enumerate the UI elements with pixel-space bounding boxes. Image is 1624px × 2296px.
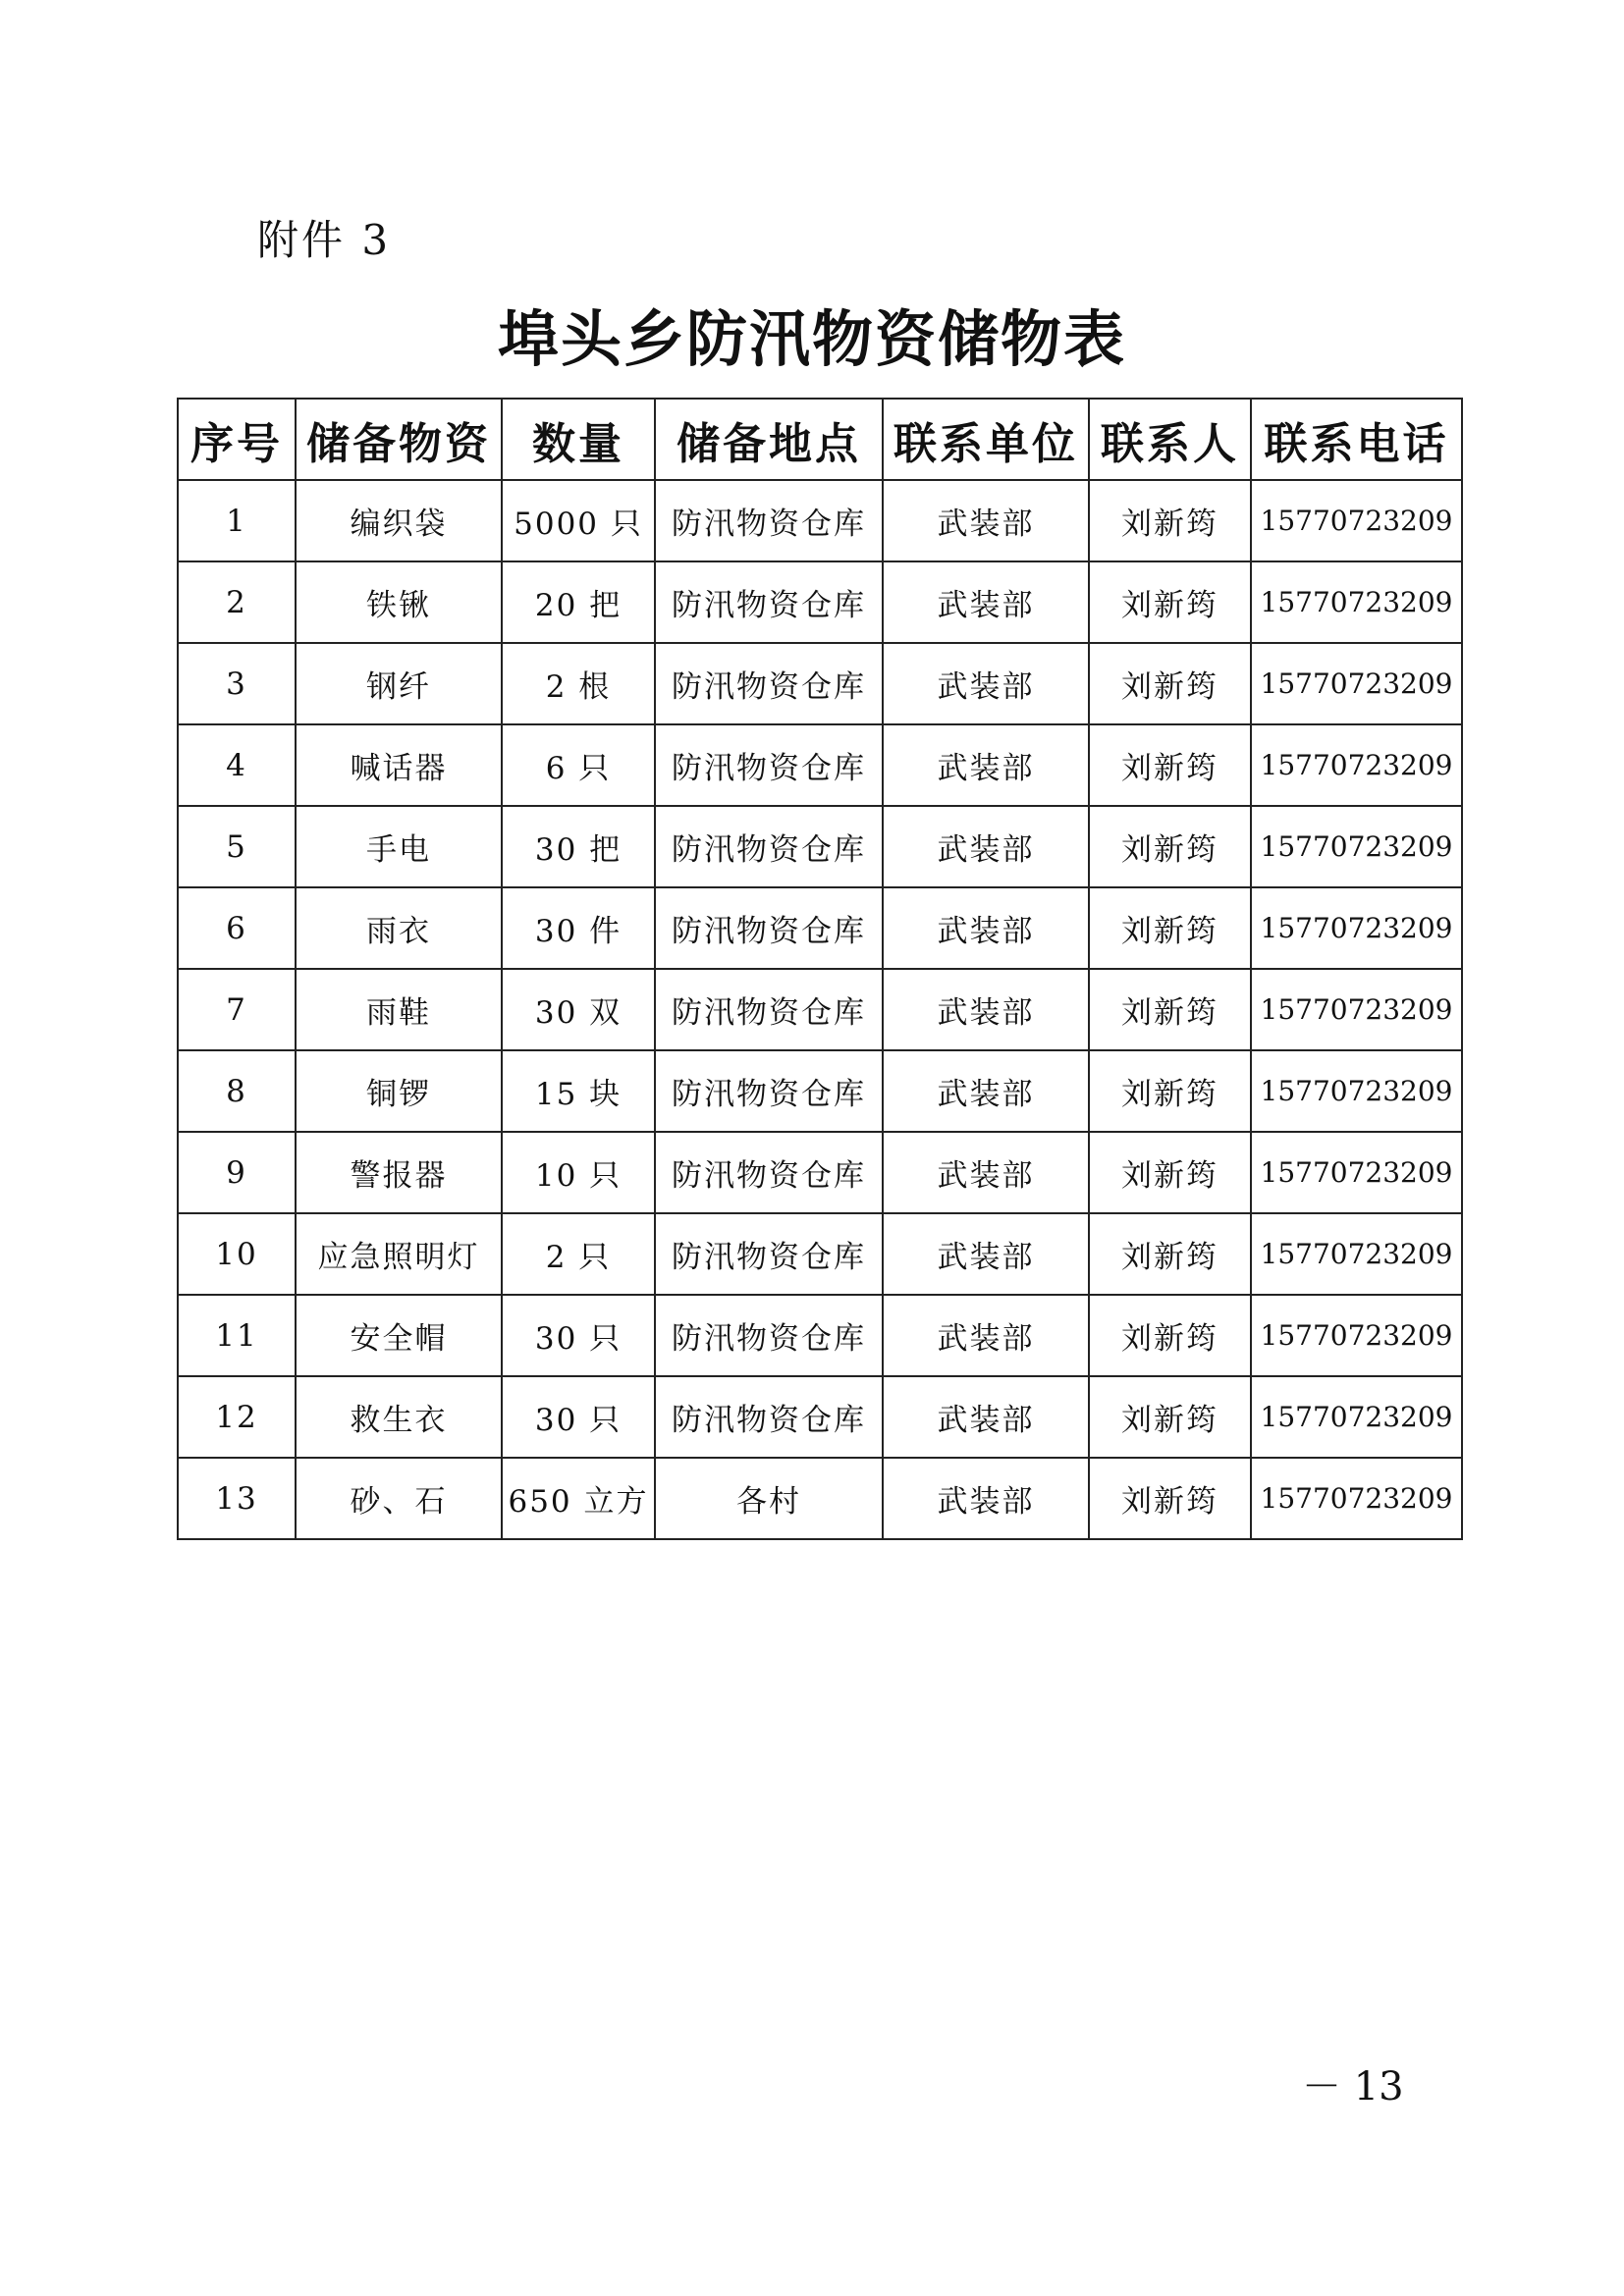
- flood-supplies-table: [177, 398, 1463, 1540]
- cell-index: 2: [178, 561, 296, 643]
- table-row: [178, 1132, 1462, 1213]
- header-index: 序号: [178, 399, 296, 480]
- cell-item: 手电: [296, 806, 502, 887]
- table-row: [178, 1458, 1462, 1539]
- cell-location: 防汛物资仓库: [655, 969, 883, 1050]
- cell-location: 防汛物资仓库: [655, 561, 883, 643]
- cell-index: 4: [178, 724, 296, 806]
- cell-location: 防汛物资仓库: [655, 887, 883, 969]
- header-location: 储备地点: [655, 399, 883, 480]
- table-row: [178, 1376, 1462, 1458]
- cell-phone: 15770723209: [1251, 969, 1462, 1050]
- cell-unit: 武装部: [883, 480, 1089, 561]
- cell-item: 雨鞋: [296, 969, 502, 1050]
- cell-location: 防汛物资仓库: [655, 1376, 883, 1458]
- cell-location: 各村: [655, 1458, 883, 1539]
- cell-unit: 武装部: [883, 724, 1089, 806]
- table-row: [178, 969, 1462, 1050]
- cell-item: 安全帽: [296, 1295, 502, 1376]
- cell-contact: 刘新筠: [1089, 480, 1251, 561]
- cell-quantity: 15 块: [502, 1050, 655, 1132]
- cell-location: 防汛物资仓库: [655, 643, 883, 724]
- header-item: 储备物资: [296, 399, 502, 480]
- cell-index: 7: [178, 969, 296, 1050]
- table-row: [178, 1050, 1462, 1132]
- cell-phone: 15770723209: [1251, 724, 1462, 806]
- cell-contact: 刘新筠: [1089, 1213, 1251, 1295]
- cell-quantity: 30 只: [502, 1295, 655, 1376]
- cell-quantity: 10 只: [502, 1132, 655, 1213]
- cell-location: 防汛物资仓库: [655, 1213, 883, 1295]
- cell-quantity: 5000 只: [502, 480, 655, 561]
- table-row: [178, 806, 1462, 887]
- cell-phone: 15770723209: [1251, 1213, 1462, 1295]
- cell-unit: 武装部: [883, 806, 1089, 887]
- cell-unit: 武装部: [883, 561, 1089, 643]
- cell-phone: 15770723209: [1251, 480, 1462, 561]
- cell-phone: 15770723209: [1251, 1376, 1462, 1458]
- table-body: [178, 480, 1462, 1539]
- table-row: [178, 724, 1462, 806]
- cell-unit: 武装部: [883, 1213, 1089, 1295]
- cell-contact: 刘新筠: [1089, 561, 1251, 643]
- table-row: [178, 480, 1462, 561]
- cell-contact: 刘新筠: [1089, 969, 1251, 1050]
- table-row: [178, 561, 1462, 643]
- cell-quantity: 6 只: [502, 724, 655, 806]
- cell-quantity: 650 立方: [502, 1458, 655, 1539]
- cell-item: 铜锣: [296, 1050, 502, 1132]
- cell-unit: 武装部: [883, 1295, 1089, 1376]
- cell-location: 防汛物资仓库: [655, 724, 883, 806]
- cell-unit: 武装部: [883, 1050, 1089, 1132]
- cell-index: 6: [178, 887, 296, 969]
- cell-item: 喊话器: [296, 724, 502, 806]
- cell-unit: 武装部: [883, 969, 1089, 1050]
- cell-phone: 15770723209: [1251, 806, 1462, 887]
- cell-item: 铁锹: [296, 561, 502, 643]
- cell-contact: 刘新筠: [1089, 887, 1251, 969]
- cell-item: 雨衣: [296, 887, 502, 969]
- table-row: [178, 643, 1462, 724]
- cell-unit: 武装部: [883, 887, 1089, 969]
- cell-item: 钢纤: [296, 643, 502, 724]
- table-row: [178, 1295, 1462, 1376]
- cell-index: 11: [178, 1295, 296, 1376]
- cell-item: 救生衣: [296, 1376, 502, 1458]
- cell-unit: 武装部: [883, 643, 1089, 724]
- cell-phone: 15770723209: [1251, 887, 1462, 969]
- cell-quantity: 30 件: [502, 887, 655, 969]
- header-unit: 联系单位: [883, 399, 1089, 480]
- cell-location: 防汛物资仓库: [655, 806, 883, 887]
- header-phone: 联系电话: [1251, 399, 1462, 480]
- cell-unit: 武装部: [883, 1132, 1089, 1213]
- cell-contact: 刘新筠: [1089, 1458, 1251, 1539]
- cell-phone: 15770723209: [1251, 1050, 1462, 1132]
- attachment-label: 附件 3: [257, 216, 392, 264]
- cell-index: 3: [178, 643, 296, 724]
- header-quantity: 数量: [502, 399, 655, 480]
- cell-quantity: 30 双: [502, 969, 655, 1050]
- cell-contact: 刘新筠: [1089, 1132, 1251, 1213]
- cell-quantity: 2 只: [502, 1213, 655, 1295]
- cell-index: 12: [178, 1376, 296, 1458]
- table-row: [178, 887, 1462, 969]
- cell-contact: 刘新筠: [1089, 1050, 1251, 1132]
- cell-index: 13: [178, 1458, 296, 1539]
- cell-phone: 15770723209: [1251, 1132, 1462, 1213]
- cell-index: 10: [178, 1213, 296, 1295]
- cell-item: 砂、石: [296, 1458, 502, 1539]
- page-number: － 13: [1302, 2064, 1404, 2109]
- cell-index: 8: [178, 1050, 296, 1132]
- cell-item: 警报器: [296, 1132, 502, 1213]
- cell-quantity: 2 根: [502, 643, 655, 724]
- cell-contact: 刘新筠: [1089, 643, 1251, 724]
- cell-location: 防汛物资仓库: [655, 1050, 883, 1132]
- cell-item: 应急照明灯: [296, 1213, 502, 1295]
- cell-quantity: 30 把: [502, 806, 655, 887]
- table-header-row: [178, 399, 1462, 480]
- header-contact: 联系人: [1089, 399, 1251, 480]
- table-row: [178, 1213, 1462, 1295]
- cell-phone: 15770723209: [1251, 1295, 1462, 1376]
- cell-contact: 刘新筠: [1089, 724, 1251, 806]
- cell-item: 编织袋: [296, 480, 502, 561]
- cell-unit: 武装部: [883, 1376, 1089, 1458]
- cell-unit: 武装部: [883, 1458, 1089, 1539]
- cell-phone: 15770723209: [1251, 1458, 1462, 1539]
- cell-index: 9: [178, 1132, 296, 1213]
- cell-quantity: 30 只: [502, 1376, 655, 1458]
- cell-contact: 刘新筠: [1089, 1295, 1251, 1376]
- cell-contact: 刘新筠: [1089, 806, 1251, 887]
- cell-phone: 15770723209: [1251, 643, 1462, 724]
- cell-index: 1: [178, 480, 296, 561]
- cell-phone: 15770723209: [1251, 561, 1462, 643]
- cell-location: 防汛物资仓库: [655, 1295, 883, 1376]
- document-title: 埠头乡防汛物资储物表: [497, 303, 1126, 375]
- cell-location: 防汛物资仓库: [655, 1132, 883, 1213]
- cell-contact: 刘新筠: [1089, 1376, 1251, 1458]
- cell-index: 5: [178, 806, 296, 887]
- cell-location: 防汛物资仓库: [655, 480, 883, 561]
- cell-quantity: 20 把: [502, 561, 655, 643]
